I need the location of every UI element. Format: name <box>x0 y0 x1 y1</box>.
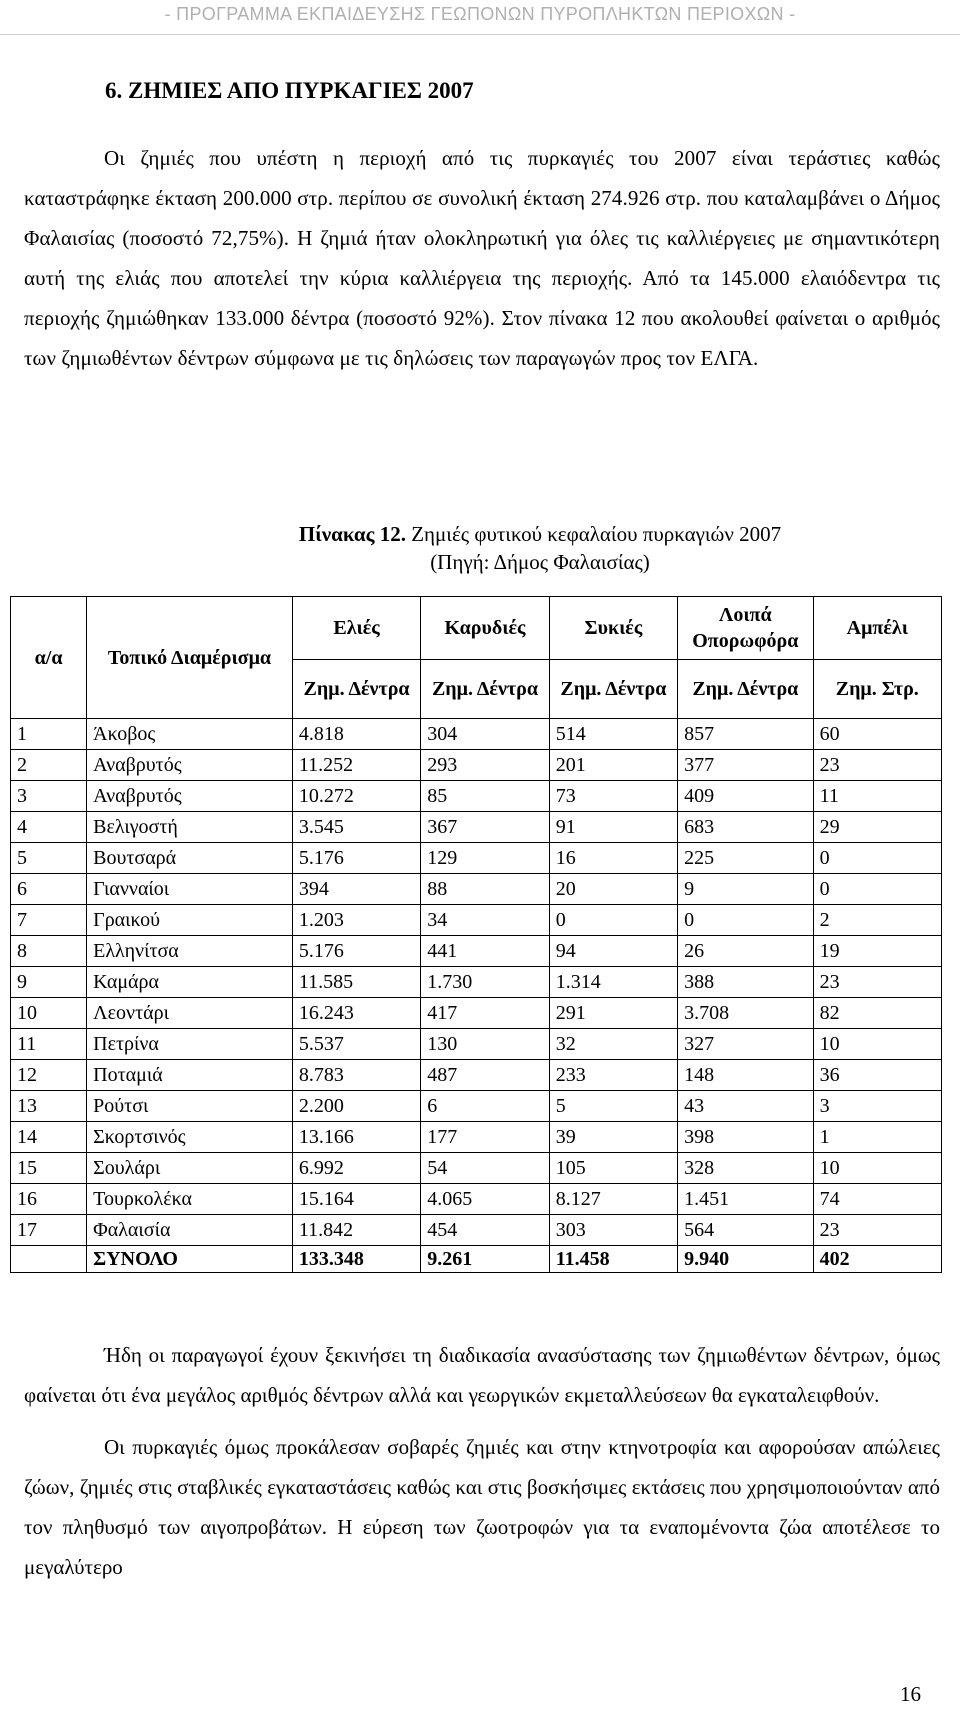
col-header-vineyard: Αμπέλι <box>813 597 941 660</box>
col-header-figs: Συκιές <box>549 597 677 660</box>
sub-header-walnuts: Ζημ. Δέντρα <box>421 660 549 719</box>
cell-aa: 11 <box>11 1029 87 1060</box>
cell-figs: 0 <box>549 905 677 936</box>
cell-vineyard: 1 <box>813 1122 941 1153</box>
table-row <box>11 936 942 967</box>
total-other: 9.940 <box>678 1246 813 1273</box>
cell-walnuts: 34 <box>421 905 549 936</box>
cell-vineyard: 60 <box>813 719 941 750</box>
cell-vineyard: 36 <box>813 1060 941 1091</box>
cell-other: 3.708 <box>678 998 813 1029</box>
cell-olives: 4.818 <box>292 719 420 750</box>
table-row <box>11 843 942 874</box>
cell-aa: 2 <box>11 750 87 781</box>
cell-olives: 6.992 <box>292 1153 420 1184</box>
cell-olives: 13.166 <box>292 1122 420 1153</box>
caption-text: Ζημιές φυτικού κεφαλαίου πυρκαγιών 2007 <box>411 522 782 546</box>
cell-walnuts: 304 <box>421 719 549 750</box>
cell-aa: 16 <box>11 1184 87 1215</box>
cell-other: 148 <box>678 1060 813 1091</box>
damage-table <box>10 596 942 1273</box>
cell-figs: 291 <box>549 998 677 1029</box>
cell-walnuts: 417 <box>421 998 549 1029</box>
cell-location: Ρούτσι <box>87 1091 293 1122</box>
table-row <box>11 750 942 781</box>
cell-figs: 5 <box>549 1091 677 1122</box>
table-row <box>11 781 942 812</box>
cell-location: Γραικού <box>87 905 293 936</box>
cell-location: Λεοντάρι <box>87 998 293 1029</box>
intro-paragraph <box>24 138 940 378</box>
cell-figs: 201 <box>549 750 677 781</box>
page-number: 16 <box>900 1682 921 1706</box>
cell-olives: 16.243 <box>292 998 420 1029</box>
cell-olives: 11.842 <box>292 1215 420 1246</box>
cell-aa: 9 <box>11 967 87 998</box>
cell-location: Γιανναίοι <box>87 874 293 905</box>
cell-figs: 73 <box>549 781 677 812</box>
total-walnuts: 9.261 <box>421 1246 549 1273</box>
cell-aa: 12 <box>11 1060 87 1091</box>
total-empty-cell <box>11 1246 87 1273</box>
cell-other: 409 <box>678 781 813 812</box>
cell-vineyard: 0 <box>813 843 941 874</box>
col-header-walnuts: Καρυδιές <box>421 597 549 660</box>
cell-vineyard: 10 <box>813 1029 941 1060</box>
cell-vineyard: 74 <box>813 1184 941 1215</box>
cell-figs: 16 <box>549 843 677 874</box>
outro-paragraphs <box>24 1335 940 1587</box>
table-caption-source: (Πηγή: Δήμος Φαλαισίας) <box>430 550 650 574</box>
cell-olives: 5.176 <box>292 843 420 874</box>
cell-olives: 3.545 <box>292 812 420 843</box>
cell-walnuts: 6 <box>421 1091 549 1122</box>
cell-aa: 17 <box>11 1215 87 1246</box>
cell-figs: 8.127 <box>549 1184 677 1215</box>
cell-walnuts: 130 <box>421 1029 549 1060</box>
cell-olives: 8.783 <box>292 1060 420 1091</box>
total-vineyard: 402 <box>813 1246 941 1273</box>
intro-text: Οι ζημιές που υπέστη η περιοχή από τις πυρκαγιές του 2007 είναι τεράστιες καθώς καταστράφηκε έκταση 200.000 στρ. περίπου σε συνολική έκταση 274.926 στρ. που καταλαμβάνει ο Δήμος Φαλαισίας (ποσοστό 72,75%). Η ζημιά ήταν ολοκληρωτική για όλες τις καλλιέργειες με σημαντικότερη αυτή της ελιάς που αποτελεί την κύρια καλλιέργεια της περιοχής. Από τα 145.000 ελαιόδεντρα τις περιοχής ζημιώθηκαν 133.000 δέντρα (ποσοστό 92%). Στον πίνακα 12 που ακολουθεί φαίνεται ο αριθμός των ζημιωθέντων δέντρων σύμφωνα με τις δηλώσεις των παραγωγών προς τον ΕΛΓΑ. <box>24 146 940 370</box>
table-row <box>11 1091 942 1122</box>
outro-paragraph-1: Ήδη οι παραγωγοί έχουν ξεκινήσει τη διαδικασία ανασύστασης των ζημιωθέντων δέντρων, όμως φαίνεται ότι ένα μεγάλος αριθμός δέντρων αλλά και γεωργικών εκμεταλλεύσεων θα εγκαταλειφθούν. <box>24 1343 940 1407</box>
cell-olives: 2.200 <box>292 1091 420 1122</box>
col-header-aa: α/α <box>11 597 87 719</box>
cell-walnuts: 1.730 <box>421 967 549 998</box>
cell-location: Τουρκολέκα <box>87 1184 293 1215</box>
cell-aa: 4 <box>11 812 87 843</box>
sub-header-olives: Ζημ. Δέντρα <box>292 660 420 719</box>
table-row <box>11 1122 942 1153</box>
cell-aa: 5 <box>11 843 87 874</box>
table-row <box>11 1184 942 1215</box>
cell-aa: 6 <box>11 874 87 905</box>
cell-aa: 13 <box>11 1091 87 1122</box>
cell-other: 0 <box>678 905 813 936</box>
cell-figs: 105 <box>549 1153 677 1184</box>
cell-olives: 11.585 <box>292 967 420 998</box>
total-figs: 11.458 <box>549 1246 677 1273</box>
cell-walnuts: 54 <box>421 1153 549 1184</box>
cell-other: 683 <box>678 812 813 843</box>
cell-other: 564 <box>678 1215 813 1246</box>
cell-figs: 91 <box>549 812 677 843</box>
cell-walnuts: 293 <box>421 750 549 781</box>
cell-figs: 303 <box>549 1215 677 1246</box>
table-row <box>11 905 942 936</box>
cell-other: 327 <box>678 1029 813 1060</box>
cell-other: 225 <box>678 843 813 874</box>
cell-walnuts: 367 <box>421 812 549 843</box>
cell-aa: 10 <box>11 998 87 1029</box>
header-rule <box>0 34 960 35</box>
sub-header-other: Ζημ. Δέντρα <box>678 660 813 719</box>
col-header-olives: Ελιές <box>292 597 420 660</box>
sub-header-figs: Ζημ. Δέντρα <box>549 660 677 719</box>
cell-location: Σκορτσινός <box>87 1122 293 1153</box>
total-olives: 133.348 <box>292 1246 420 1273</box>
cell-aa: 3 <box>11 781 87 812</box>
outro-paragraph-2: Οι πυρκαγιές όμως προκάλεσαν σοβαρές ζημιές και στην κτηνοτροφία και αφορούσαν απώλειες ζώων, ζημιές στις σταβλικές εγκαταστάσεις καθώς και στις βοσκήσιμες εκτάσεις που χρησιμοποιούνταν από τον πληθυσμό των αιγοπροβάτων. Η εύρεση των ζωοτροφών για τα εναπομένοντα ζώα αποτέλεσε το μεγαλύτερο <box>24 1435 940 1579</box>
cell-walnuts: 454 <box>421 1215 549 1246</box>
cell-location: Βουτσαρά <box>87 843 293 874</box>
cell-aa: 7 <box>11 905 87 936</box>
cell-other: 857 <box>678 719 813 750</box>
col-header-location: Τοπικό Διαμέρισμα <box>87 597 293 719</box>
cell-aa: 14 <box>11 1122 87 1153</box>
cell-walnuts: 85 <box>421 781 549 812</box>
cell-location: Άκοβος <box>87 719 293 750</box>
cell-figs: 32 <box>549 1029 677 1060</box>
cell-location: Καμάρα <box>87 967 293 998</box>
cell-vineyard: 3 <box>813 1091 941 1122</box>
cell-other: 43 <box>678 1091 813 1122</box>
cell-aa: 15 <box>11 1153 87 1184</box>
cell-location: Ελληνίτσα <box>87 936 293 967</box>
cell-figs: 20 <box>549 874 677 905</box>
cell-location: Ποταμιά <box>87 1060 293 1091</box>
table-row <box>11 967 942 998</box>
cell-figs: 1.314 <box>549 967 677 998</box>
table-caption <box>200 520 880 549</box>
cell-walnuts: 129 <box>421 843 549 874</box>
cell-figs: 39 <box>549 1122 677 1153</box>
table-row <box>11 1060 942 1091</box>
cell-olives: 5.176 <box>292 936 420 967</box>
cell-other: 1.451 <box>678 1184 813 1215</box>
cell-other: 26 <box>678 936 813 967</box>
cell-vineyard: 82 <box>813 998 941 1029</box>
cell-location: Αναβρυτός <box>87 781 293 812</box>
cell-walnuts: 441 <box>421 936 549 967</box>
cell-olives: 11.252 <box>292 750 420 781</box>
total-label: ΣΥΝΟΛΟ <box>87 1246 293 1273</box>
table-row <box>11 1029 942 1060</box>
table-body <box>11 719 942 1246</box>
cell-vineyard: 29 <box>813 812 941 843</box>
table-row <box>11 874 942 905</box>
cell-vineyard: 19 <box>813 936 941 967</box>
cell-vineyard: 11 <box>813 781 941 812</box>
cell-location: Σουλάρι <box>87 1153 293 1184</box>
table-row <box>11 1215 942 1246</box>
cell-other: 398 <box>678 1122 813 1153</box>
table-row <box>11 812 942 843</box>
cell-olives: 394 <box>292 874 420 905</box>
section-title: 6. ΖΗΜΙΕΣ ΑΠΟ ΠΥΡΚΑΓΙΕΣ 2007 <box>105 78 474 103</box>
total-row <box>11 1246 942 1273</box>
cell-location: Αναβρυτός <box>87 750 293 781</box>
cell-vineyard: 23 <box>813 1215 941 1246</box>
cell-figs: 514 <box>549 719 677 750</box>
cell-other: 377 <box>678 750 813 781</box>
cell-aa: 8 <box>11 936 87 967</box>
cell-location: Φαλαισία <box>87 1215 293 1246</box>
cell-olives: 5.537 <box>292 1029 420 1060</box>
cell-figs: 94 <box>549 936 677 967</box>
cell-olives: 15.164 <box>292 1184 420 1215</box>
cell-vineyard: 23 <box>813 750 941 781</box>
cell-vineyard: 0 <box>813 874 941 905</box>
table-row <box>11 719 942 750</box>
cell-figs: 233 <box>549 1060 677 1091</box>
cell-olives: 10.272 <box>292 781 420 812</box>
col-header-other: Λοιπά Οπορωφόρα <box>678 597 813 660</box>
cell-aa: 1 <box>11 719 87 750</box>
cell-walnuts: 88 <box>421 874 549 905</box>
sub-header-vineyard: Ζημ. Στρ. <box>813 660 941 719</box>
cell-other: 388 <box>678 967 813 998</box>
cell-vineyard: 10 <box>813 1153 941 1184</box>
cell-vineyard: 2 <box>813 905 941 936</box>
cell-walnuts: 487 <box>421 1060 549 1091</box>
cell-walnuts: 177 <box>421 1122 549 1153</box>
table-row <box>11 998 942 1029</box>
cell-other: 328 <box>678 1153 813 1184</box>
table-row <box>11 1153 942 1184</box>
page-header: - ΠΡΟΓΡΑΜΜΑ ΕΚΠΑΙΔΕΥΣΗΣ ΓΕΩΠΟΝΩΝ ΠΥΡΟΠΛΗΚΤΩΝ ΠΕΡΙΟΧΩΝ - <box>164 4 796 24</box>
cell-other: 9 <box>678 874 813 905</box>
cell-walnuts: 4.065 <box>421 1184 549 1215</box>
caption-label: Πίνακας 12. <box>298 522 406 546</box>
cell-location: Βελιγοστή <box>87 812 293 843</box>
cell-olives: 1.203 <box>292 905 420 936</box>
cell-location: Πετρίνα <box>87 1029 293 1060</box>
cell-vineyard: 23 <box>813 967 941 998</box>
